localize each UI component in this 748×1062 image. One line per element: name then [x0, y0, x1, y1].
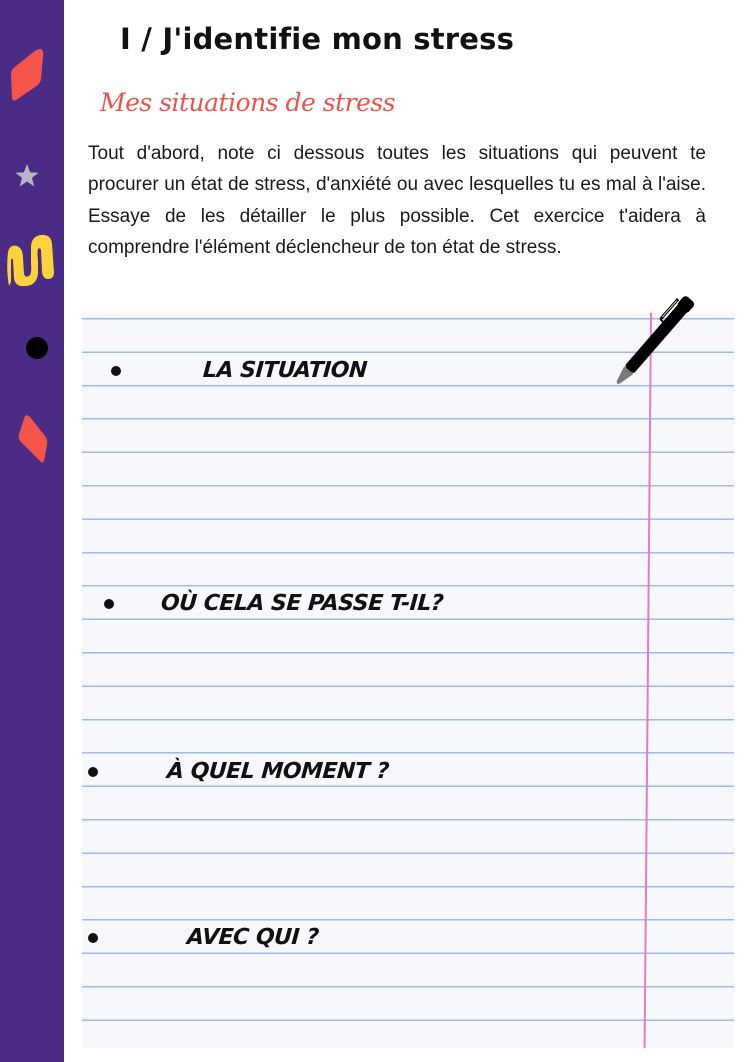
section-subtitle: Mes situations de stress — [100, 88, 396, 117]
bullet-icon — [88, 933, 98, 943]
page-title: I / J'identifie mon stress — [120, 22, 515, 56]
prompt-label: À QUEL MOMENT ? — [166, 759, 390, 784]
prompt-label: LA SITUATION — [202, 358, 368, 383]
black-dot-shape — [25, 336, 49, 360]
pen-icon — [600, 287, 710, 393]
prompt-moment — [88, 759, 389, 784]
prompt-label: AVEC QUI ? — [186, 925, 320, 950]
yellow-squiggle-shape — [3, 230, 57, 290]
red-diamond-shape — [17, 414, 49, 464]
prompt-situation — [111, 358, 367, 383]
red-diamond-shape — [8, 45, 46, 103]
intro-paragraph: Tout d'abord, note ci dessous toutes les situations qui peuvent te procurer un état de stress, d'anxiété ou avec lesquelles tu es mal à l'aise. Essaye de les détailler le plus possible. Cet exercice t'aidera à comprendre l'élément déclencheur de ton état de stress. — [88, 143, 706, 258]
bullet-icon — [111, 366, 121, 376]
sidebar-decoration-band — [0, 0, 64, 1062]
bullet-icon — [104, 599, 114, 609]
prompt-label: OÙ CELA SE PASSE T-IL? — [160, 591, 445, 616]
lined-notebook-paper — [82, 313, 734, 1048]
prompt-with-whom — [88, 925, 319, 950]
bullet-icon — [88, 767, 98, 777]
prompt-location — [104, 591, 443, 616]
notebook-margin-line — [644, 313, 652, 1048]
star-icon — [14, 163, 40, 188]
